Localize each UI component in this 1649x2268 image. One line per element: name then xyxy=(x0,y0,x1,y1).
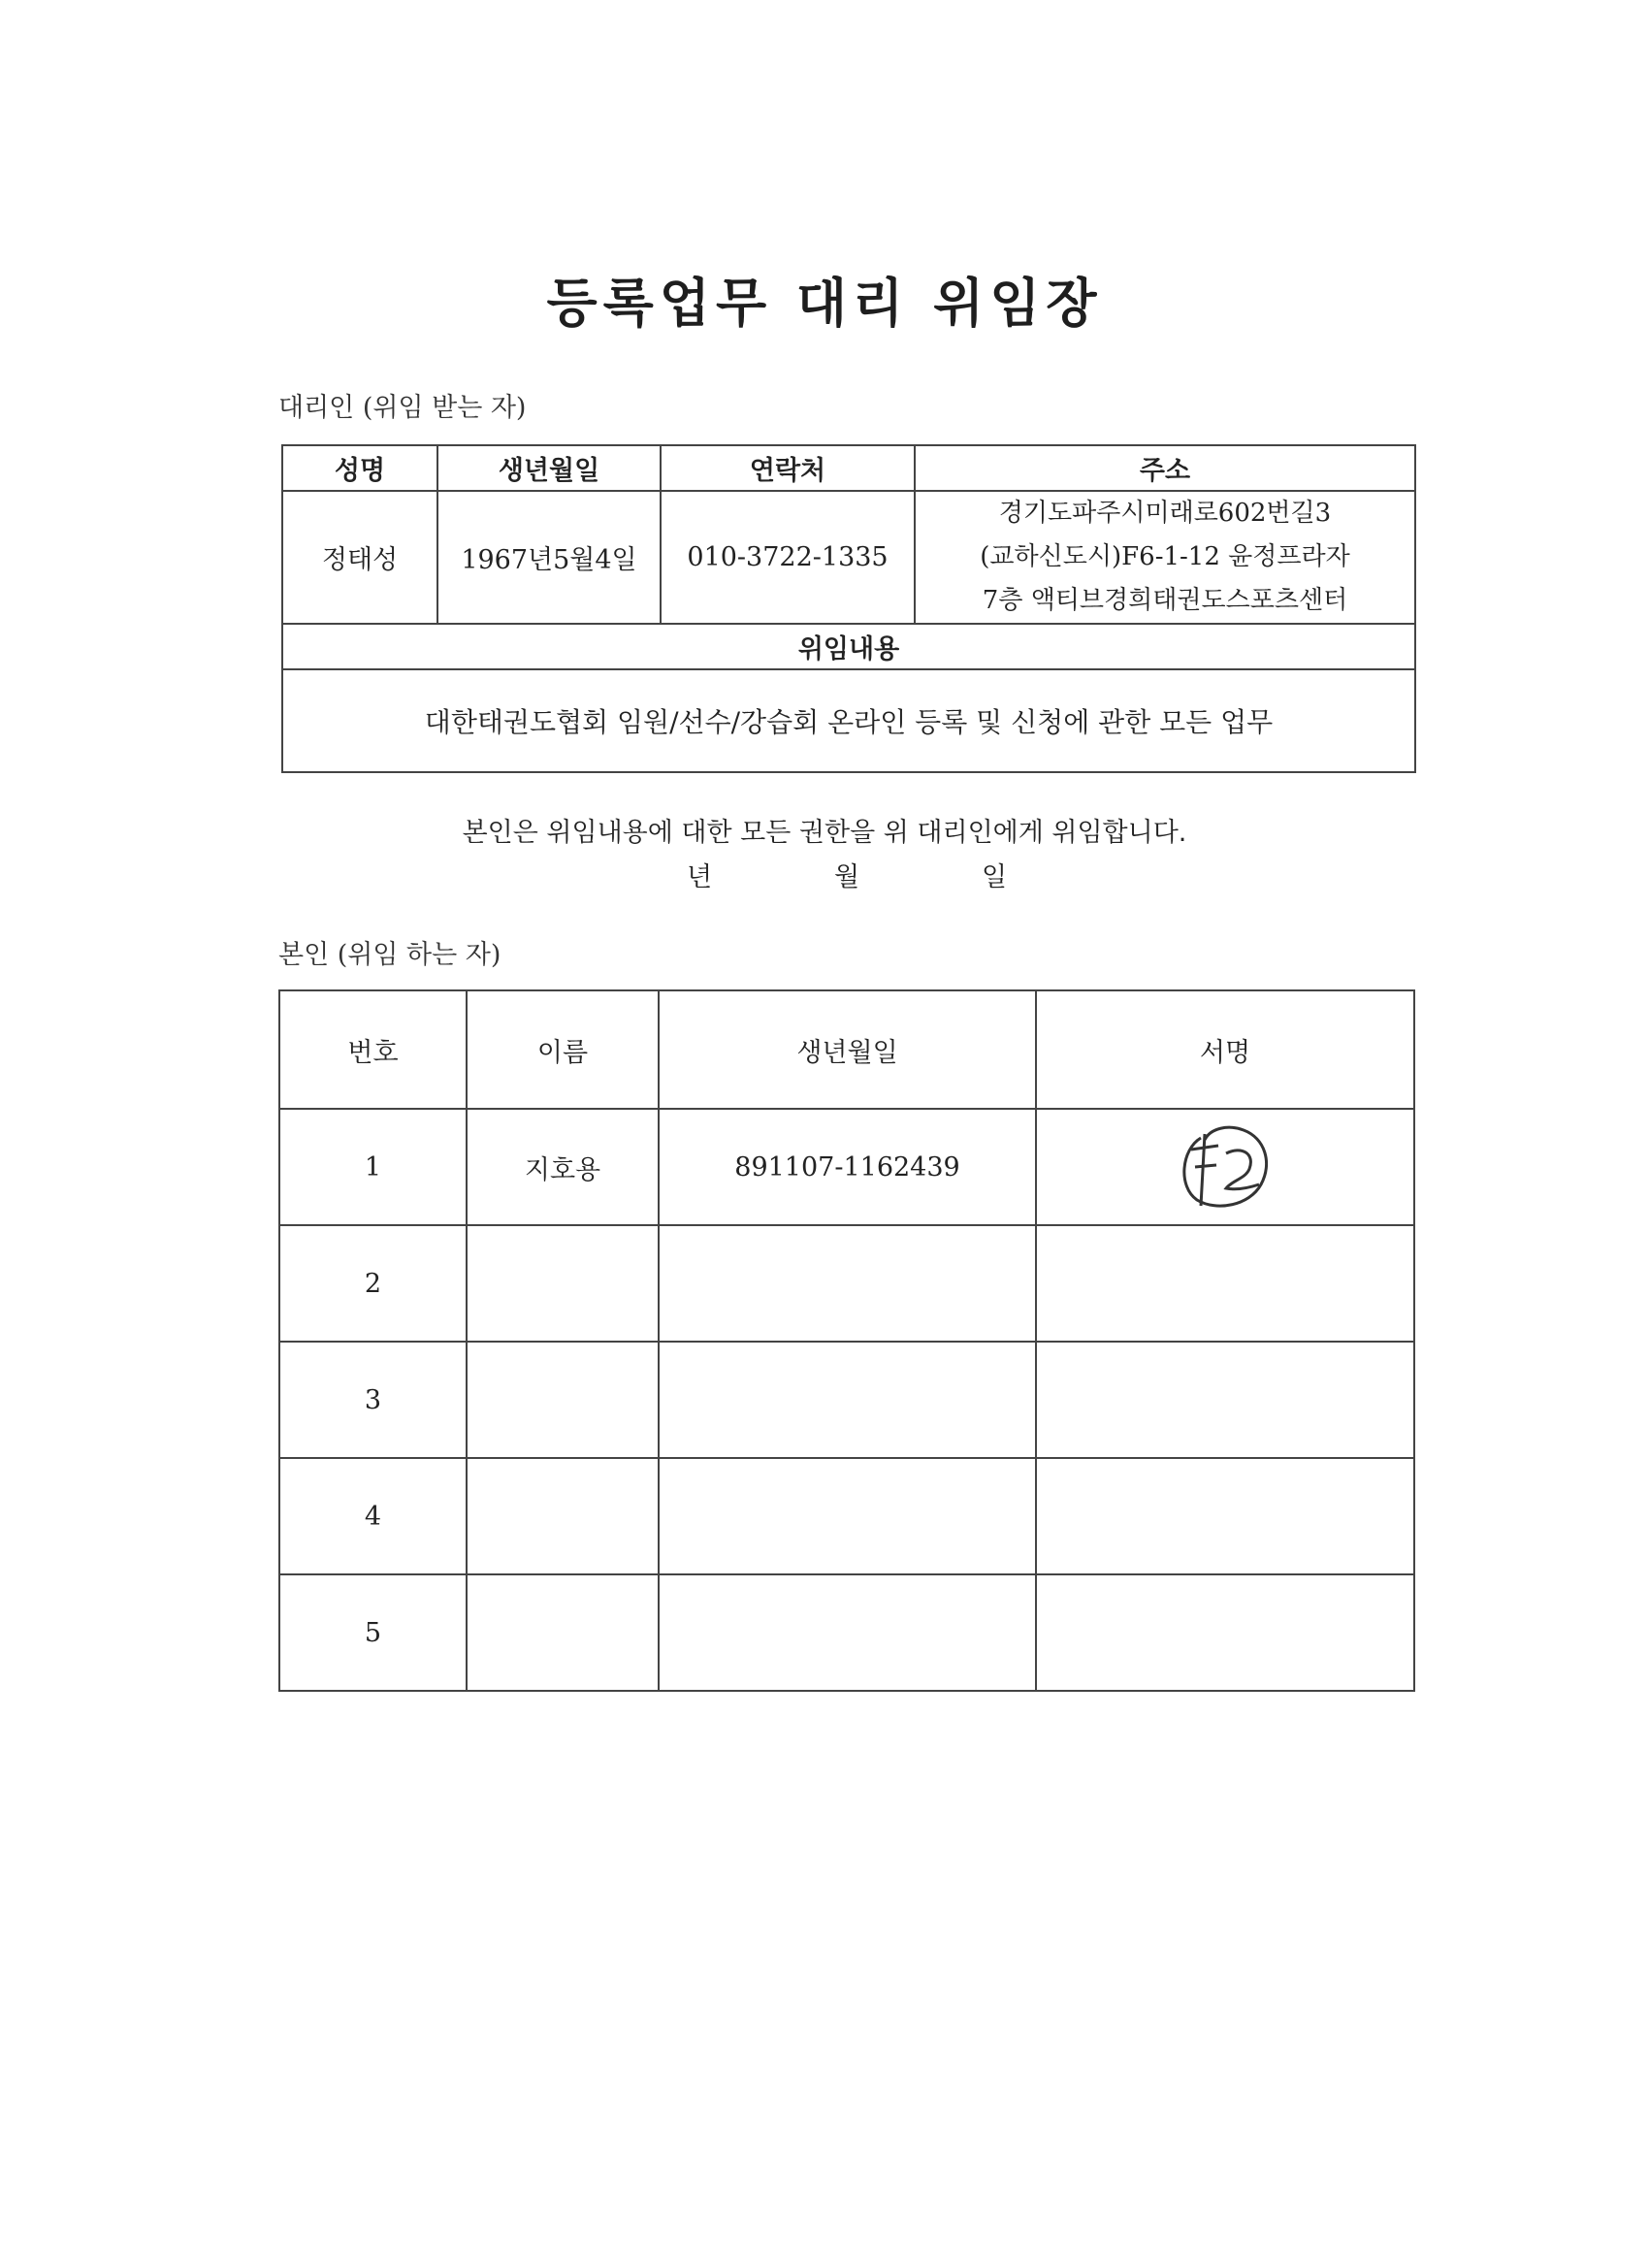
table-row xyxy=(279,1225,1414,1342)
date-year-label: 년 xyxy=(687,862,713,892)
row-name xyxy=(467,1342,659,1458)
table-row xyxy=(279,1574,1414,1691)
row-signature xyxy=(1036,1225,1414,1342)
header-name: 이름 xyxy=(467,990,659,1109)
agent-phone: 010-3722-1335 xyxy=(661,491,915,624)
content-header-row xyxy=(282,624,1415,669)
principal-table xyxy=(278,989,1415,1692)
date-month-label: 월 xyxy=(834,862,860,892)
row-birth xyxy=(659,1342,1036,1458)
row-signature xyxy=(1036,1342,1414,1458)
header-birth: 생년월일 xyxy=(659,990,1036,1109)
content-header: 위임내용 xyxy=(282,624,1415,669)
address-line: 7층 액티브경희태권도스포츠센터 xyxy=(982,586,1348,615)
header-name: 성명 xyxy=(282,445,437,491)
row-signature xyxy=(1036,1458,1414,1574)
content-text: 대한태권도협회 임원/선수/강습회 온라인 등록 및 신청에 관한 모든 업무 xyxy=(282,669,1415,772)
document-title: 등록업무 대리 위임장 xyxy=(546,273,1103,334)
row-name xyxy=(467,1225,659,1342)
row-birth xyxy=(659,1225,1036,1342)
row-birth xyxy=(659,1574,1036,1691)
row-signature xyxy=(1036,1574,1414,1691)
row-name xyxy=(467,1574,659,1691)
row-birth: 891107-1162439 xyxy=(659,1109,1036,1225)
date-day-label: 일 xyxy=(982,862,1008,892)
header-birth: 생년월일 xyxy=(437,445,661,491)
row-signature xyxy=(1036,1109,1414,1225)
header-number: 번호 xyxy=(279,990,467,1109)
agent-section-label: 대리인 (위임 받는 자) xyxy=(278,393,527,423)
handwritten-signature xyxy=(1172,1120,1278,1214)
address-line: (교하신도시)F6-1-12 윤정프라자 xyxy=(980,542,1350,571)
agent-address xyxy=(915,491,1415,624)
agent-header-row xyxy=(282,445,1415,491)
row-name: 지호용 xyxy=(467,1109,659,1225)
table-row xyxy=(279,1109,1414,1225)
agent-data-row xyxy=(282,491,1415,624)
table-row xyxy=(279,1458,1414,1574)
table-row xyxy=(279,1342,1414,1458)
row-number: 3 xyxy=(279,1342,467,1458)
header-address: 주소 xyxy=(915,445,1415,491)
row-birth xyxy=(659,1458,1036,1574)
address-line: 경기도파주시미래로602번길3 xyxy=(998,499,1332,528)
header-signature: 서명 xyxy=(1036,990,1414,1109)
row-number: 4 xyxy=(279,1458,467,1574)
row-number: 5 xyxy=(279,1574,467,1691)
principal-section-label: 본인 (위임 하는 자) xyxy=(278,940,501,970)
agent-birth: 1967년5월4일 xyxy=(437,491,661,624)
row-name xyxy=(467,1458,659,1574)
header-phone: 연락처 xyxy=(661,445,915,491)
content-row xyxy=(282,669,1415,772)
agent-table xyxy=(281,444,1416,773)
principal-header-row xyxy=(279,990,1414,1109)
delegation-statement: 본인은 위임내용에 대한 모든 권한을 위 대리인에게 위임합니다. xyxy=(462,818,1187,848)
row-number: 1 xyxy=(279,1109,467,1225)
agent-name: 정태성 xyxy=(282,491,437,624)
row-number: 2 xyxy=(279,1225,467,1342)
